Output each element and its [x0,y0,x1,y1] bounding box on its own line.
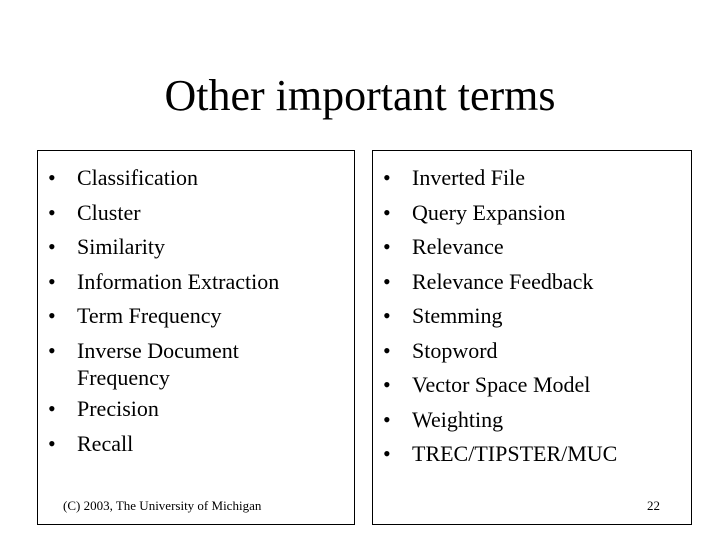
right-term-list [373,161,673,472]
list-item [373,437,673,472]
list-item [38,427,338,462]
bullet-icon: • [383,234,391,259]
bullet-icon: • [383,303,391,328]
bullet-icon: • [383,372,391,397]
bullet-icon: • [48,199,56,225]
term-text: Inverted File [412,165,526,190]
bullet-icon: • [48,430,56,456]
bullet-icon: • [383,268,391,294]
term-text: Stemming [412,303,503,328]
slide-title: Other important terms [164,71,556,120]
list-item [38,265,338,300]
list-item [373,334,673,369]
term-text: Weighting [412,406,504,432]
left-term-list [38,161,338,461]
list-item [38,196,338,231]
list-item [373,265,673,300]
bullet-icon: • [383,337,391,363]
term-text: Cluster [77,199,141,225]
term-text: Inverse Document [77,337,239,363]
left-term-panel [37,150,355,525]
list-item [373,230,673,265]
term-text: Similarity [77,234,165,259]
list-item [38,161,338,196]
term-text: Information Extraction [77,268,280,294]
bullet-icon: • [48,337,56,363]
list-item [373,403,673,438]
footer-copyright: (C) 2003, The University of Michigan [63,498,262,513]
term-text: Recall [77,430,134,456]
bullet-icon: • [48,234,56,259]
term-text: TREC/TIPSTER/MUC [412,441,618,466]
bullet-icon: • [383,441,391,466]
bullet-icon: • [48,165,56,190]
right-term-panel [372,150,692,525]
term-text-continuation: Frequency [77,365,170,390]
bullet-icon: • [383,406,391,432]
bullet-icon: • [383,199,391,225]
term-text: Query Expansion [412,199,566,225]
bullet-icon: • [48,303,56,328]
bullet-icon: • [383,165,391,190]
list-item [38,299,338,334]
term-text: Classification [77,165,198,190]
list-item [373,161,673,196]
term-text: Relevance [412,234,504,259]
term-text: Vector Space Model [412,372,591,397]
term-text: Stopword [412,337,498,363]
list-item [38,392,338,427]
term-text: Term Frequency [77,303,222,328]
list-item [373,368,673,403]
term-text: Precision [77,396,159,421]
page-number: 22 [647,498,660,513]
list-item [373,196,673,231]
term-text: Relevance Feedback [412,268,594,294]
list-item [38,334,338,393]
list-item [38,230,338,265]
bullet-icon: • [48,396,56,421]
bullet-icon: • [48,268,56,294]
list-item [373,299,673,334]
